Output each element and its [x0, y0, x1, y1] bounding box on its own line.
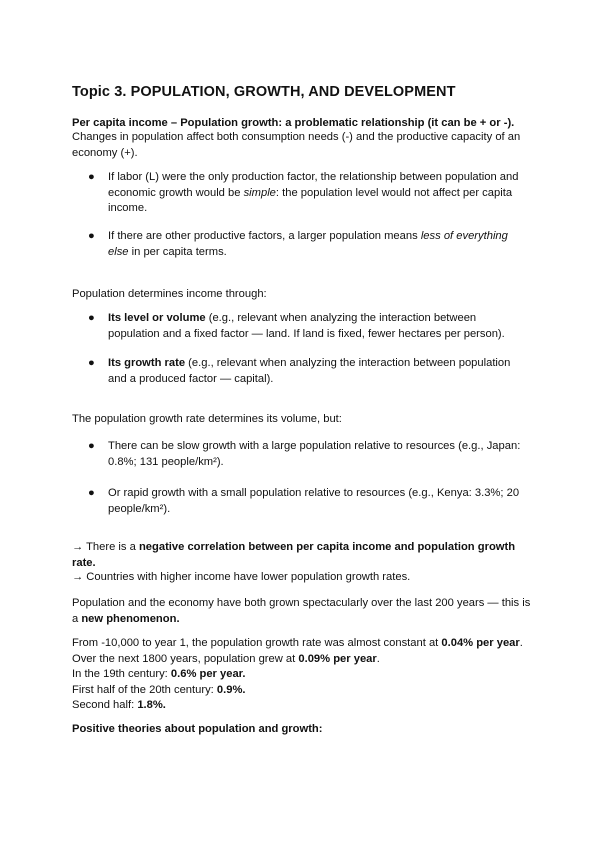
section6-heading: Positive theories about population and growth:: [72, 723, 323, 735]
bullet-icon: ●: [88, 487, 95, 499]
page-title: Topic 3. POPULATION, GROWTH, AND DEVELOPMENT: [72, 84, 456, 100]
bullet-icon: ●: [88, 171, 95, 183]
bullet-icon: ●: [88, 440, 95, 452]
section1-text: Changes in population affect both consumption needs (-) and the productive capacity of an economy (+).: [72, 131, 521, 159]
growth-rates-block: From -10,000 to year 1, the population growth rate was almost constant at 0.04% per year. Over the next 1800 years, population grew at 0.09% per year. In the 19th century: 0.6% per year. First half of the 20th century: 0.9%. Second half: 1.8%.: [72, 637, 523, 711]
document-page: Topic 3. POPULATION, GROWTH, AND DEVELOPMENT Per capita income – Population growth: a problematic relationship (it can be + or -). Changes in population affect both consumption needs (-) and the productive capacity of an economy (+). ● If labor (L) were the only production factor, the relationship between population and economic growth would be simple: the population level would not affect per capita income. ● If there are other productive factors, a larger population means less of everything else in per capita terms. Population determines income through: ● Its level or volume (e.g., relevant when analyzing the interaction between population and a fixed factor — land. If land is fixed, fewer hectares per person). ● Its growth rate (e.g., relevant when analyzing the interaction between population and a produced factor — capital). The population growth rate determines its volume, but: ● There can be slow growth with a large population relative to resources (e.g., Japan: 0.8%; 131 people/km²). ● Or rapid growth with a small population relative to resources (e.g., Kenya: 3.3%; 20 people/km²). → There is a negative correlation between per capita income and population growth rate. → Countries with higher income have lower population growth rates. Population and the economy have both grown spectacularly over the last 200 years — this is a new phenomenon. From -10,000 to year 1, the population growth rate was almost constant at 0.04% per year. Over the next 1800 years, population grew at 0.09% per year. In the 19th century: 0.6% per year. First half of the 20th century: 0.9%. Second half: 1.8%. Positive theories about population and growth:: [0, 0, 600, 848]
section1-heading: Per capita income – Population growth: a problematic relationship (it can be + or -).: [72, 117, 515, 129]
arrow-line-1: → There is a negative correlation between per capita income and population growth rate.: [72, 541, 516, 569]
bullet-icon: ●: [88, 357, 95, 369]
section2-intro: Population determines income through:: [72, 288, 267, 300]
arrow-line-2: → Countries with higher income have lower population growth rates.: [72, 571, 411, 583]
bullet-icon: ●: [88, 230, 95, 242]
bullet-icon: ●: [88, 312, 95, 324]
new-phenomenon-para: Population and the economy have both grown spectacularly over the last 200 years — this is a new phenomenon.: [72, 597, 531, 625]
section3-intro: The population growth rate determines its volume, but:: [72, 413, 342, 425]
